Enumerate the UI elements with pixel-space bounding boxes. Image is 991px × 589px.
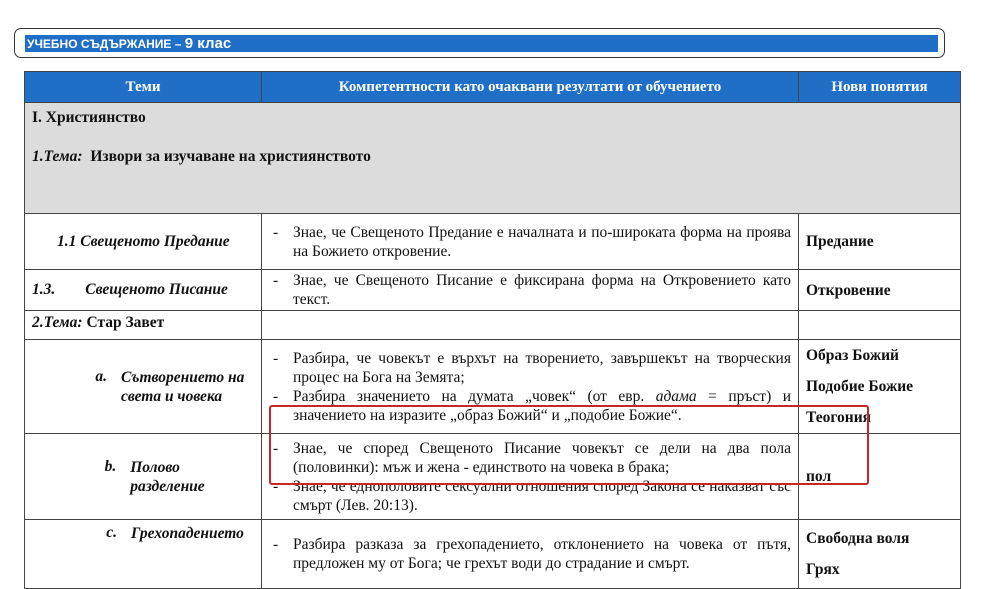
topic-b: Полово разделение [130,458,205,495]
topic-letter: b. [104,457,117,475]
concept-cell [799,340,961,434]
curriculum-table [24,71,961,589]
theme-1-heading [32,148,953,166]
table-row [25,340,961,434]
header-concepts: Нови понятия [799,72,961,103]
concept-term: Предание [806,233,874,250]
topic-a: Сътворението на света и човека [120,368,245,405]
topic-cell [25,340,262,434]
concept-term: Грях [806,561,840,578]
competency-item: - Знае, че еднополовите сексуални отношения според Закона се наказват със смърт (Лев. 20:13). [269,477,791,515]
concept-term: Подобие Божие [806,378,914,395]
competency-cell [262,434,799,520]
topic-cell [25,311,262,340]
theme-2-label: 2.Тема: [32,314,83,331]
table-row [25,434,961,520]
topic-1-3: Свещеното Писание [85,281,228,298]
topic-cell [25,434,262,520]
competency-item: - Знае, че Свещеното Писание е фиксирана форма на Откровението като текст. [269,271,791,309]
competency-item: - Разбира разказа за грехопадението, отклонението на човека от пътя, предложен му от Бога; че грехът води до страдание и смърт. [269,535,791,573]
concept-cell [799,434,961,520]
competency-item [269,387,791,425]
concept-term: Теогония [806,409,872,426]
competency-item: - Знае, че според Свещеното Писание човекът се дели на два пола (половинки): мъж и жена - единството на човека в брака; [269,439,791,477]
topic-1-1: 1.1 Свещеното Предание [57,232,230,250]
competency-item: - Разбира, че човекът е върхът на творението, завършекът на творческия процес на Бога на Земята; [269,349,791,387]
concept-cell [799,270,961,311]
header-competencies: Компетентности като очаквани резултати от обучението [262,72,799,103]
item-text: Разбира значението на думата „човек“ (от евр. [293,387,656,405]
concept-term: Образ Божий [806,347,899,364]
theme-1-title: Извори за изучаване на християнството [90,148,371,165]
competency-item: - Знае, че Свещеното Предание е началната и по-широката форма на проява на Божието откровение. [269,223,791,261]
concept-term: пол [806,468,832,485]
banner-grade-word: клас [193,35,232,52]
table-row [25,270,961,311]
concept-term: Откровение [806,281,891,299]
concept-cell [799,311,961,340]
item-text: = пръст) и значението на изразите „образ Божий“ и „подобие Божие“. [293,387,791,424]
section-row [25,103,961,214]
banner-grade-number: 9 [184,35,194,52]
topic-number: 1.3. [32,281,56,298]
competency-cell [262,311,799,340]
item-text-italic: адама [655,387,697,405]
competency-cell [262,270,799,311]
banner-title [25,35,938,52]
concept-cell [799,520,961,589]
topic-letter: c. [106,524,117,541]
theme-2-title: Стар Завет [86,314,165,331]
topic-cell [25,214,262,270]
competency-cell [262,214,799,270]
competency-cell [262,340,799,434]
header-topics: Теми [25,72,262,103]
topic-letter: a. [95,367,107,385]
banner-prefix: УЧЕБНО СЪДЪРЖАНИЕ – [27,37,185,51]
section-title: I. Християнство [32,109,146,126]
theme-1-label: 1.Тема: [32,148,83,165]
table-row [25,520,961,589]
topic-cell [25,270,262,311]
header-row [25,72,961,103]
topic-c: Грехопадението [131,525,244,542]
topic-cell [25,520,262,589]
concept-term: Свободна воля [806,530,910,547]
table-row [25,214,961,270]
section-cell [25,103,961,214]
competency-cell [262,520,799,589]
table-row [25,311,961,340]
concept-cell [799,214,961,270]
